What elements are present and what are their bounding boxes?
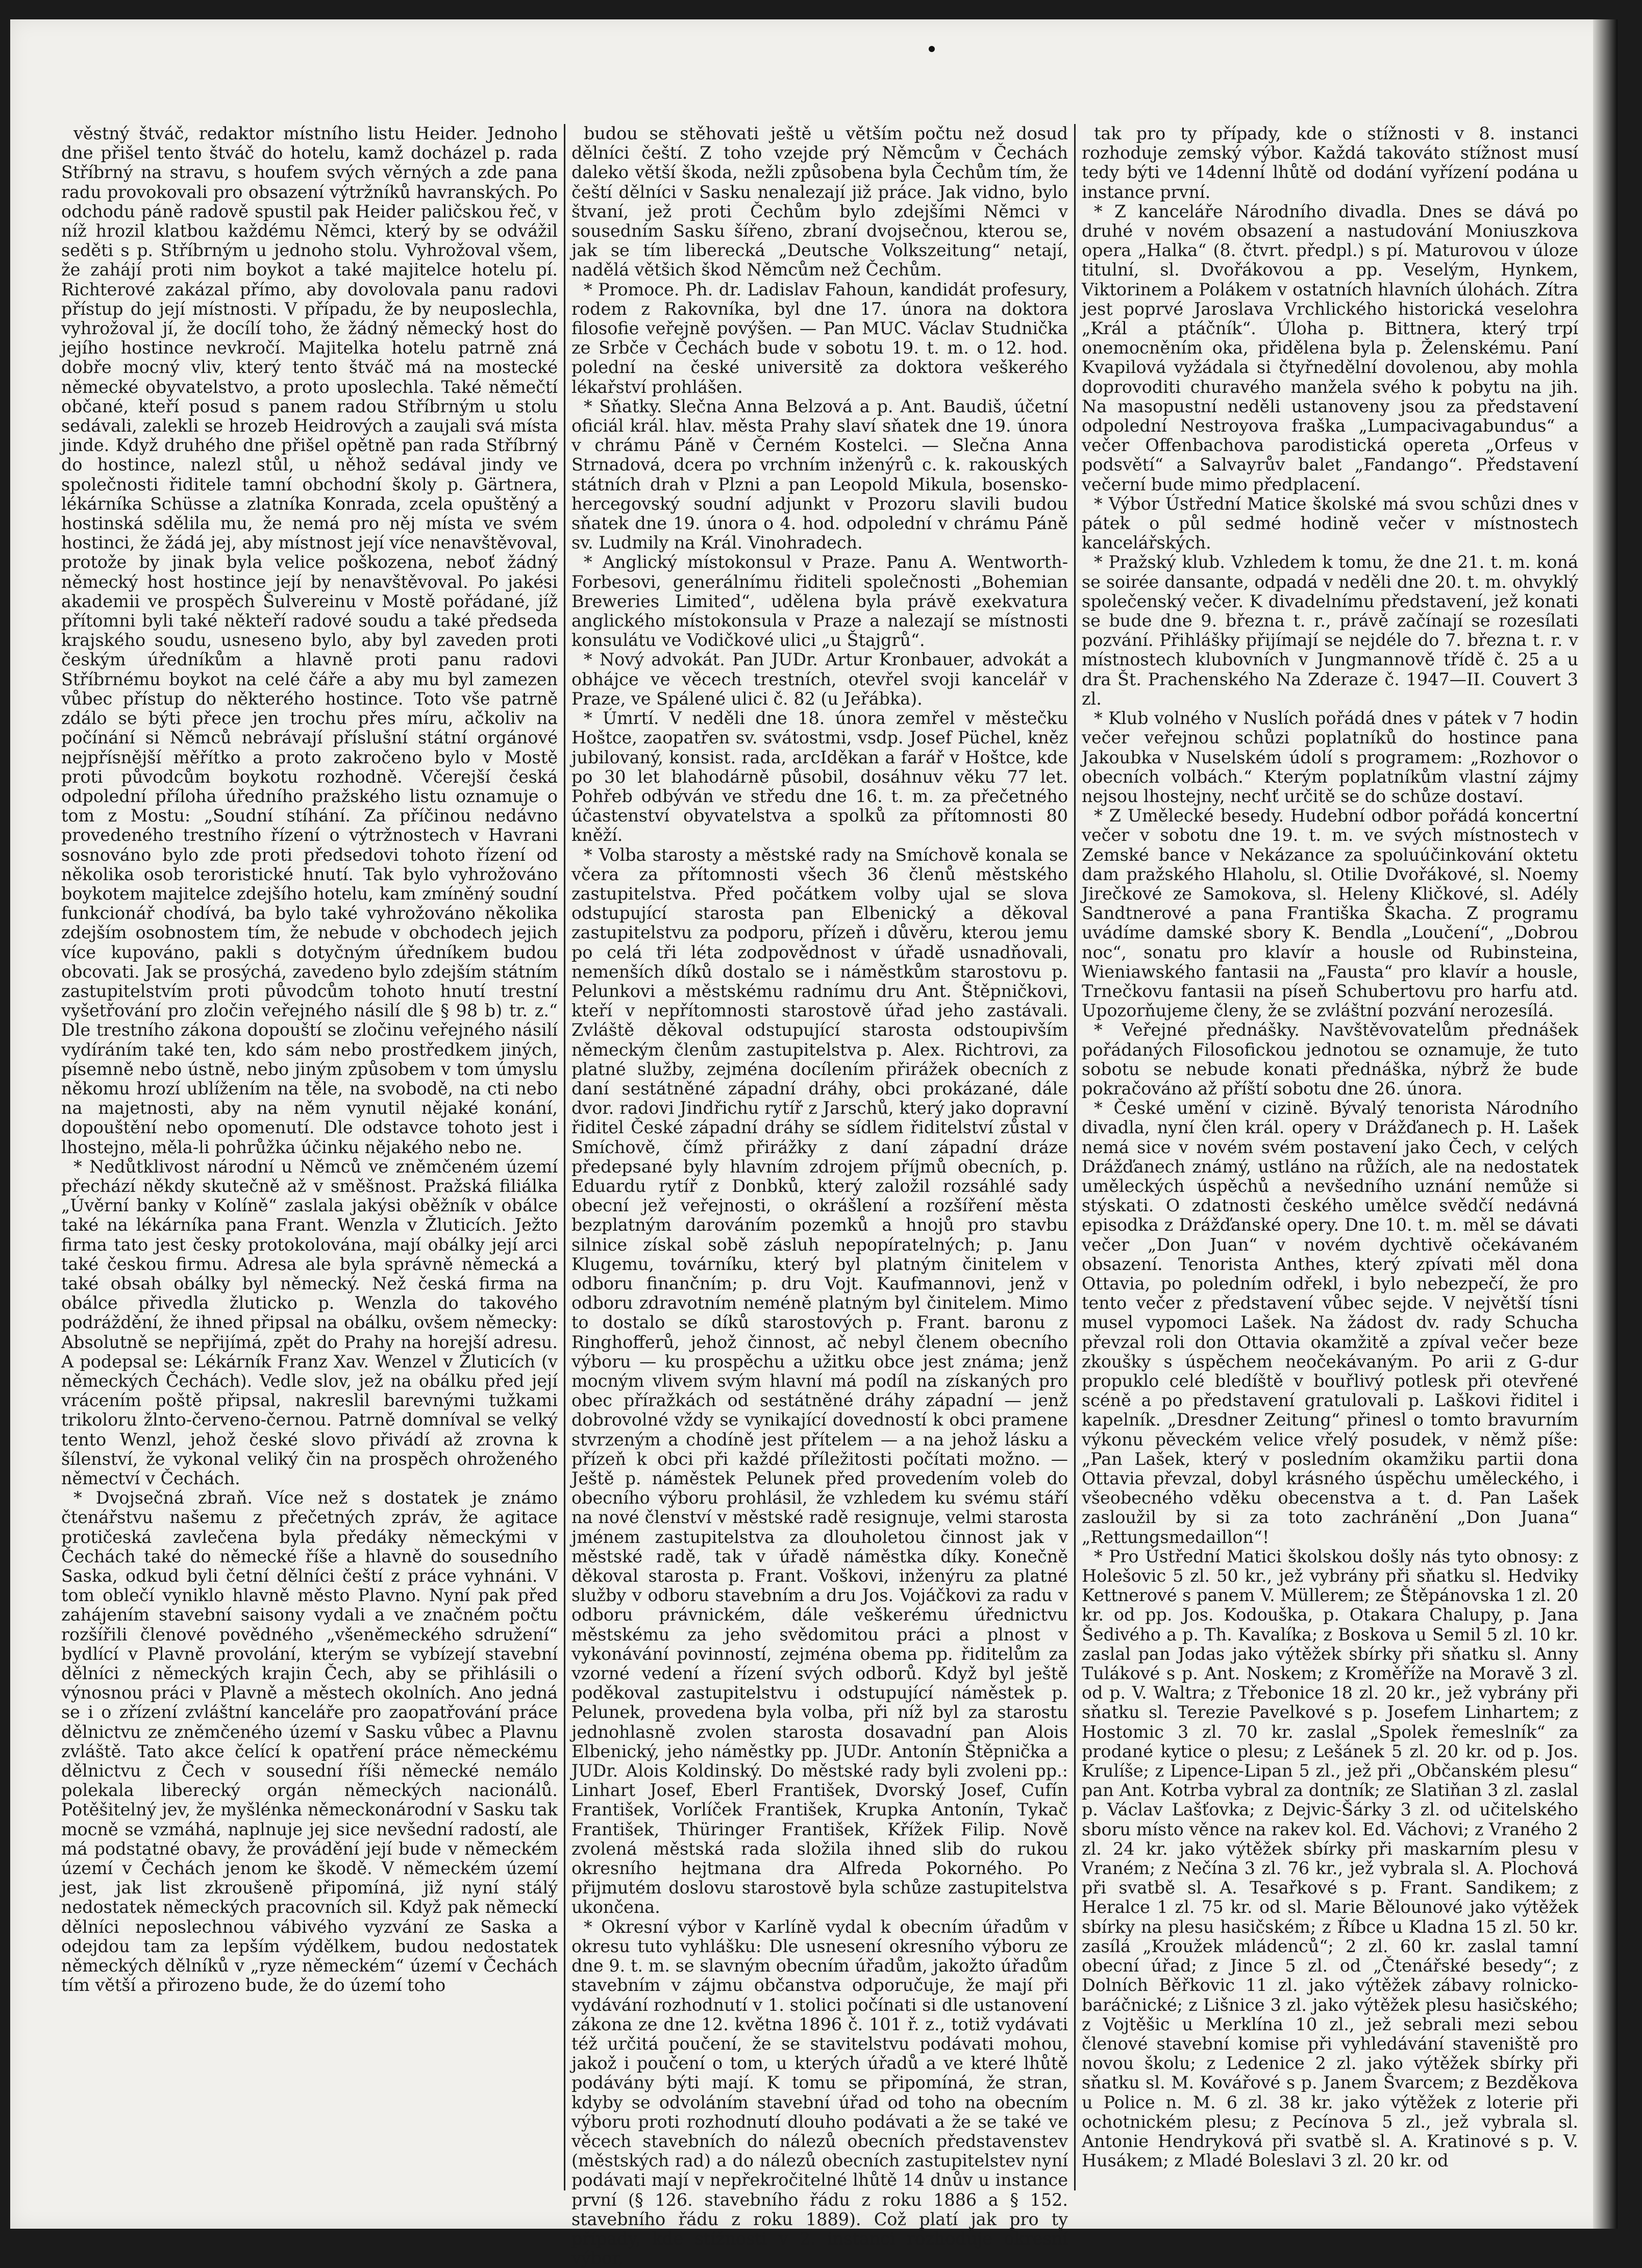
article-paragraph: * Anglický místokonsul v Praze. Panu A. Wentworth-Forbesovi, generálnímu řiditeli společnosti „Bohemian Breweries Limited“, udělena byla právě exekvatura anglického místokonsula v Praze a nalezají se místnosti konsulátu ve Vodičkové ulici „u Štajgrů“. [571, 552, 1068, 651]
column-left [61, 124, 558, 2190]
article-paragraph: * Promoce. Ph. dr. Ladislav Fahoun, kandidát profesury, rodem z Rakovníka, byl dne 17. února na doktora filosofie veřejně povýšen. — Pan MUC. Václav Studnička ze Srbče v Čechách bude v sobotu 19. t. m. o 12. hod. polední na české universitě za doktora veškerého lékařství prohlášen. [571, 279, 1068, 397]
article-paragraph: * Nový advokát. Pan JUDr. Artur Kronbauer, advokát a obhájce ve věcech trestních, otevřel svoji kancelář v Praze, ve Spálené ulici č. 82 (u Jeřábka). [571, 650, 1068, 709]
article-paragraph: * České umění v cizině. Bývalý tenorista Národního divadla, nyní člen král. opery v Drážďanech p. H. Lašek nemá sice v novém svém postavení jako Čech, v celých Drážďanech známý, ustláno na růžích, ale na nedostatek uměleckých úspěchů a nevšedního uznání nemůže si stýskati. O zdatnosti českého umělce svědčí nedávná episodka z Drážďanské opery. Dne 10. t. m. měl se dávati večer „Don Juan“ v novém dychtivě očekávaném obsazení. Tenorista Anthes, který zpívati měl dona Ottavia, po poledním odřekl, i bylo nebezpečí, že pro tento večer z představení vůbec sejde. V největší tísni musel vypomoci Lašek. Na žádost dv. rady Schucha převzal roli don Ottavia okamžitě a zpíval večer beze zkoušky s úspěchem neočekávaným. Po arii z G-dur propuklo celé bledíště v bouřlivý potlesk při otevřené scéně a po představení gratulovali p. Laškovi řiditel i kapelník. „Dresdner Zeitung“ přinesl o tomto bravurním výkonu pěveckém velice vřelý posudek, v němž píše: „Pan Lašek, který v posledním okamžiku partii dona Ottavia převzal, dobyl krásného úspěchu uměleckého, i všeobecného vděku obecenstva a t. d. Pan Lašek zasloužil by si za toto zachránění „Don Juana“ „Rettungsmedaillon“! [1082, 1098, 1578, 1547]
article-paragraph: * Z kanceláře Národního divadla. Dnes se dává po druhé v novém obsazení a nastudování Moniuszkova opera „Halka“ (8. čtvrt. předpl.) s pí. Maturovou v úloze titulní, sl. Dvořákovou a pp. Veselým, Hynkem, Viktorinem a Polákem v ostatních hlavních úlohách. Zítra jest poprvé Jaroslava Vrchlického historická veselohra „Král a ptáčník“. Úloha p. Bittnera, který trpí onemocněním oka, přidělena byla p. Želenskému. Paní Kvapilová vyžádala si čtyřnedělní dovolenou, aby mohla doprovoditi churavého manžela svého k pobytu na jih. Na masopustní neděli ustanoveny jsou za představení odpolední Nestroyova fraška „Lumpacivagabundus“ a večer Offenbachova parodistická opereta „Orfeus v podsvětí“ a Salvayrův balet „Fandango“. Představení večerní bude mimo předplacení. [1082, 201, 1578, 494]
article-paragraph: * Pro Ústřední Matici školskou došly nás tyto obnosy: z Holešovic 5 zl. 50 kr., jež vybrány při sňatku sl. Hedviky Kettnerové s panem V. Müllerem; ze Štěpánovska 1 zl. 20 kr. od pp. Jos. Kodouška, p. Otakara Chalupy, p. Jana Šedivého a p. Th. Kavalíka; z Boskova u Semil 5 zl. 10 kr. zaslal pan Jodas jako výtěžek sbírky při sňatku sl. Anny Tulákové s p. Ant. Noskem; z Kroměříže na Moravě 3 zl. od p. V. Waltra; z Třebonice 18 zl. 20 kr., jež vybrány při sňatku sl. Terezie Pavelkové s p. Josefem Linhartem; z Hostomic 3 zl. 70 kr. zaslal „Spolek řemeslník“ za prodané kytice o plesu; z Lešánek 5 zl. 20 kr. od p. Jos. Krulíše; z Lipence-Lipan 5 zl., jež při „Občanském plesu“ pan Ant. Kotrba vybral za dontník; ze Slatiňan 3 zl. zaslal p. Václav Lašťovka; z Dejvic-Šárky 3 zl. od učitelského sboru místo věnce na rakev kol. Ed. Váchovi; z Vraného 2 zl. 24 kr. jako výtěžek sbírky při maskarním plesu v Vraném; z Nečína 3 zl. 76 kr., jež vybrala sl. A. Plochová při svatbě sl. A. Tesařkové s p. Frant. Sandikem; z Heralce 1 zl. 75 kr. od sl. Marie Bělounové jako výtěžek sbírky na plesu hasičském; z Říbce u Kladna 15 zl. 50 kr. zasílá „Kroužek mládenců“; 2 zl. 60 kr. zaslal tamní obecní úřad; z Jince 5 zl. od „Čtenářské besedy“; z Dolních Běřkovic 11 zl. jako výtěžek zábavy rolnicko-baráčnické; z Lišnice 3 zl. jako výtěžek plesu hasičského; z Vojtěšic u Merklína 10 zl., jež sebrali mezi sebou členové stavební komise při vyhledávání staveniště pro novou školu; z Ledenice 2 zl. jako výtěžek sbírky při sňatku sl. M. Kovářové s p. Janem Švarcem; z Bezděkova u Police n. M. 6 zl. 38 kr. jako výtěžek z loterie při ochotnickém plesu; z Pecínova 5 zl., jež vybrala sl. Antonie Hendryková při svatbě sl. A. Kratinové s p. V. Husákem; z Mladé Boleslavi 3 zl. 20 kr. od [1082, 1546, 1578, 2171]
article-paragraph: * Pražský klub. Vzhledem k tomu, že dne 21. t. m. koná se soirée dansante, odpadá v neděli dne 20. t. m. ohvyklý společenský večer. K divadelnímu představení, jež konati se bude dne 9. března t. r., právě začínají se rozesílati pozvání. Přihlášky přijímají se nejdéle do 7. března t. r. v místnostech klubovních v Jungmannově třídě č. 25 a u dra Št. Prachenského Na Zderaze č. 1947—II. Couvert 3 zl. [1082, 552, 1578, 709]
column-right [1082, 124, 1578, 2190]
newspaper-page [10, 19, 1618, 2268]
article-paragraph: tak pro ty případy, kde o stížnosti v 8. instanci rozhoduje zemský výbor. Každá takováto stížnost musí tedy býti ve 14denní lhůtě od dodání vyřízení podána u instance první. [1082, 123, 1578, 202]
article-paragraph: * Volba starosty a městské rady na Smíchově konala se včera za přítomnosti všech 36 členů městského zastupitelstva. Před počátkem volby ujal se slova odstupující starosta pan Elbenický a děkoval zastupitelstvu za podporu, přízeň i důvěru, kterou jemu po celá tři léta zodpovědnost v úřadě usnadňovali, nemenších díků dostalo se i náměstkům starostovu p. Pelunkovi a městskému radnímu dru Ant. Štěpničkovi, kteří v nepřítomnosti starostově úřad jeho zastávali. Zvláště děkoval odstupující starosta odstoupivším německým členům zastupitelstva p. Alex. Richtrovi, za platné služby, zejména docílením přirážek obecních z daní sestátněné západní dráhy, obci prokázané, dále dvor. radovi Jindřichu rytíř z Jarschů, který jako dopravní řiditel České západní dráhy se sídlem řiditelství zůstal v Smíchově, čímž přirážky z daní západní dráze předepsané byly hlavním zdrojem příjmů obecních, p. Eduardu rytíř z Donbků, který založil rozsáhlé sady obecní jež veřejnosti, o okrášlení a rozšíření města bezplatným darováním pozemků a hnojů pro stavbu silnice získal sobě zásluh nepopíratelných; p. Janu Klugemu, továrníku, který byl platným činitelem v odboru finančním; p. dru Vojt. Kaufmannovi, jenž v odboru zdravotním neméně platným byl činitelem. Mimo to dostalo se díků starostových p. Frant. baronu z Ringhofferů, jehož činnost, ač nebyl členem obecního výboru — ku prospěchu a užitku obce jest známa; jenž mocným vlivem svým hlavní má podíl na získaných pro obec příražkách od sestátněné dráhy západní — jenž dobrovolné vždy se vynikající dovedností k obci pramene stvrzeným a chodíně jest přítelem — a na jehož lásku a přízeň k obci při každé příležitosti počítati možno. — Ještě p. náměstek Pelunek před provedením voleb do obecního výboru prohlásil, že vzhledem ku svému stáří na nové členství v městské radě resignuje, velmi starosta jménem zastupitelstva za dlouholetou činnost jak v městské radě, tak v úřadě náměstka díky. Konečně děkoval starosta p. Frant. Voškovi, inženýru za platné služby v odboru stavebním a dru Jos. Vojáčkovi za radu v odboru právnickém, dále veškerému úřednictvu městskému za jeho svědomitou práci a plnost v vykonávání povinností, zejména obema pp. řiditelům za vzorné vedení a řízení svých odborů. Když byl ještě poděkoval zastupitelstvu i odstupující náměstek p. Pelunek, provedena byla volba, při níž byl za starostu jednohlasně zvolen starosta dosavadní pan Alois Elbenický, jeho náměstky pp. JUDr. Antonín Štěpnička a JUDr. Alois Koldinský. Do městské rady byli zvoleni pp.: Linhart Josef, Eberl František, Dvorský Josef, Cufín František, Vorlíček František, Krupka Antonín, Tykač František, Thüringer František, Křížek Filip. Nově zvolená městská rada složila ihned slib do rukou okresního hejtmana dra Alfreda Pokorného. Po přijmutém doslovu starostově byla schůze zastupitelstva ukončena. [571, 844, 1068, 1917]
article-paragraph: věstný štváč, redaktor místního listu Heider. Jednoho dne přišel tento štváč do hotelu, kamž docházel p. rada Stříbrný na stravu, s houfem svých věrných a zde pana radu provokovali pro obsazení výtržníků havranských. Po odchodu páně radově spustil pak Heider paličskou řeč, v níž hrozil klatbou každému Němci, který by se odvážil seděti s p. Stříbrným u jednoho stolu. Vyhrožoval všem, že zahájí proti nim boykot a také majitelce hotelu pí. Richterové zakázal přímo, aby dovolovala panu radovi přístup do její místnosti. V případu, že by neuposlechla, vyhrožoval jí, že docílí toho, že žádný německý host do jejího hostince nevkročí. Majitelka hotelu patrně zná dobře mocný vliv, který tento štváč má na mostecké německé obyvatelstvo, a proto uposlechla. Také němečtí občané, kteří posud s panem radou Stříbrným u stolu sedávali, zalekli se hrozeb Heidrových a zaujali svá místa jinde. Když druhého dne přišel opětně pan rada Stříbrný do hostince, nalezl stůl, u něhož sedával jindy ve společnosti řiditele tamní obchodní školy p. Gärtnera, lékárníka Schüsse a zlatníka Konrada, zcela opuštěný a hostinská sdělila mu, že nemá pro něj místa ve svém hostinci, že žádá jej, aby místnost její více nenavštěvoval, protože by jinak byla velice poškozena, neboť žádný německý host hostince její by nenavštěvoval. Po jakési akademii ve prospěch Šulvereinu v Mostě pořádané, jíž přítomni byli také někteří radové soudu a také předseda krajského soudu, usneseno bylo, aby byl zaveden proti českým úředníkům a hlavně proti panu radovi Stříbrnému boykot na celé čáře a aby mu byl zamezen vůbec přístup do některého hostince. Toto vše patrně zdálo se býti přece jen trochu přes míru, ačkoliv na počínání si Němců nebrávají příslušní státní orgánové nejpřísnější měřítko a proto zakročeno bylo v Mostě proti původcům boykotu rozhodně. Včerejší česká odpolední příloha úředního pražského listu oznamuje o tom z Mostu: „Soudní stíhání. Za příčinou nedávno provedeného trestního řízení o výtržnostech v Havrani sosnováno bylo zde proti předsedovi tohoto řízení od několika osob teroristické hnutí. Tak bylo vyhrožováno boykotem majitelce zdejšího hotelu, kam zmíněný soudní funkcionář chodívá, ba bylo také vyhrožováno několika zdejším osobnostem tím, že nebude v obchodech jejich více kupováno, pakli s dotyčným úředníkem budou obcovati. Jak se prosýchá, zavedeno bylo zdejším státním zastupitelstvím proti původcům tohoto hnutí trestní vyšetřování pro zločin veřejného násilí dle § 98 b) tr. z.“ Dle trestního zákona dopouští se zločinu veřejného násilí vydíráním také ten, kdo sám nebo prostředkem jiných, písemně nebo ústně, nebo jiným způsobem v tom úmyslu někomu hrozí ublížením na těle, na svobodě, na cti nebo na majetnosti, aby na něm vynutil nějaké konání, dopouštění nebo opomenutí. Dle odstavce tohoto jest i lhostejno, měla-li pohrůžka účinku nějakého nebo ne. [61, 123, 558, 1157]
article-paragraph: * Výbor Ústřední Matice školské má svou schůzi dnes v pátek o půl sedmé hodině večer v místnostech kancelářských. [1082, 493, 1578, 553]
article-paragraph: * Úmrtí. V neděli dne 18. února zemřel v městečku Hoštce, zaopatřen sv. svátostmi, vsdp. Josef Püchel, kněz jubilovaný, konsist. rada, arcIděkan a farář v Hoštce, kde po 30 let blahodárně působil, dosáhnuv věku 77 let. Pohřeb odbýván ve středu dne 16. t. m. za přečetného účastenství obyvatelstva a spolků za přítomnosti 80 kněží. [571, 708, 1068, 845]
ink-speck [929, 46, 935, 52]
column-rule [564, 124, 565, 2190]
article-columns [61, 123, 1582, 2268]
article-paragraph: * Nedůtklivost národní u Němců ve zněmčeném území přechází někdy skutečně až v směšnost. Pražská filiálka „Úvěrní banky v Kolíně“ zaslala jakýsi oběžník v obálce také na lékárníka pana Frant. Wenzla v Žluticích. Ježto firma tato jest česky protokolována, mají obálky její arci také českou firmu. Adresa ale byla správně německá a také obsah obálky byl německý. Než česká firma na obálce přivedla žluticko p. Wenzla do takového podráždění, že ihned připsal na obálku, ovšem německy: Absolutně se nepřijímá, zpět do Prahy na horejší adresu. A podepsal se: Lékárník Franz Xav. Wenzel v Žluticích (v německých Čechách). Vedle slov, jež na obálku před její vrácením poště připsal, nakreslil barevnými tužkami trikoloru žlnto-červeno-černou. Patrně domníval se velký tento Wenzl, jehož české slovo přivádí až zrovna k šílenství, že vykonal veliký čin na prospěch ohroženého němectví v Čechách. [61, 1156, 558, 1489]
article-paragraph: * Klub volného v Nuslích pořádá dnes v pátek v 7 hodin večer veřejnou schůzi poplatníků do hostince pana Jakoubka v Nuselském údolí s programem: „Rozhovor o obecních volbách.“ Kterým poplatníkům vlastní zájmy nejsou lhostejny, nechť určitě se do schůze dostaví. [1082, 708, 1578, 806]
article-paragraph: * Z Umělecké besedy. Hudební odbor pořádá koncertní večer v sobotu dne 19. t. m. ve svých místnostech v Zemské bance v Nekázance za spoluúčinkování oktetu dam pražského Hlaholu, sl. Otilie Dvořákové, sl. Noemy Jirečkové ze Samokova, sl. Heleny Kličkové, sl. Adély Sandtnerové a pana Františka Škacha. Z programu uvádíme damské sbory K. Bendla „Loučení“, „Dobrou noc“, sonatu pro klavír a housle od Rubinsteina, Wieniawského fantasii na „Fausta“ pro klavír a housle, Trnečkovu fantasii na píseň Schubertovu pro harfu atd. Upozorňujeme členy, že se zvláštní pozvání nerozesílá. [1082, 806, 1578, 1021]
article-paragraph: * Okresní výbor v Karlíně vydal k obecním úřadům v okresu tuto vyhlášku: Dle usnesení okresního výboru ze dne 9. t. m. se slavným obecním úřadům, jakožto úřadům stavebním v zájmu občanstva odporučuje, že mají při vydávání rozhodnutí v 1. stolici počínati si dle ustanovení zákona ze dne 12. května 1896 č. 101 ř. z., totiž vydávati též určitá poučení, že se stavitelstvu podávati mohou, jakož i poučení o tom, u kterých úřadů a ve které lhůtě podávány býti mají. K tomu se připomíná, že stran, kdyby se odvoláním stavební úřad od toho na obecním výboru proti rozhodnutí dlouho podávati a že se také ve věcech stavebních do nálezů obecních představenstev (městských rad) a do nálezů obecních zastupitelstev nyní podávati mají v nepřekročitelné lhůtě 14 dnův u instance první (§ 126. stavebního řádu z roku 1886 a § 152. stavebního řádu z roku 1889). Což platí jak pro ty případy, kde stížnosti v 2. instanci rozhoduje okresní výbor, [571, 1916, 1068, 2268]
article-paragraph: * Veřejné přednášky. Navštěvovatelům přednášek pořádaných Filosofickou jednotou se oznamuje, že tuto sobotu se nebude konati přednáška, nýbrž že bude pokračováno až příští sobotu dne 26. února. [1082, 1020, 1578, 1099]
column-middle [571, 123, 1068, 2268]
article-paragraph: budou se stěhovati ještě u větším počtu než dosud dělníci čeští. Z toho vzejde prý Němcům v Čechách daleko větší škoda, nežli způsobena byla Čechům tím, že čeští dělníci v Sasku nenalezají již práce. Jak vidno, bylo štvaní, jež proti Čechům bylo zdejšími Němci v sousedním Sasku šířeno, zbraní dvojsečnou, kterou se, jak se tím liberecká „Deutsche Volkszeitung“ netají, nadělá většich škod Němcům než Čechům. [571, 123, 1068, 280]
article-paragraph: * Sňatky. Slečna Anna Belzová a p. Ant. Baudiš, účetní oficiál král. hlav. města Prahy slaví sňatek dne 19. února v chrámu Páně v Černém Kostelci. — Slečna Anna Strnadová, dcera po vrchním inženýrů c. k. rakouských státních drah v Plzni a pan Leopold Mikula, bosensko-hercegovský soudní adjunkt v Prozoru slavili budou sňatek dne 19. února o 4. hod. odpolední v chrámu Páně sv. Ludmily na Král. Vinohradech. [571, 396, 1068, 553]
article-paragraph: * Dvojsečná zbraň. Více než s dostatek je známo čtenářstvu našemu z přečetných zpráv, že agitace protičeská zavlečena byla předáky německými v Čechách také do německé říše a hlavně do sousedního Saska, odkud byli četní dělníci čeští z práce vyhnáni. V tom oblečí vyniklo hlavně město Plavno. Nyní pak před zahájením stavební saisony vydali a ve značném počtu rozšířili členové povědného „všeněmeckého sdružení“ bydlící v Plavně provolání, kterým se vybízejí stavební dělníci z německých krajin Čech, aby se přihlásili o výnosnou práci v Plavně a městech okolních. Ano jedná se i o zřízení zvláštní kanceláře pro zaopatřování práce dělnictvu ze zněmčeného území v Sasku vůbec a Plavnu zvláště. Tato akce čelící k opatření práce německému dělnictvu z Čech v sousední říši německé nemálo polekala liberecký orgán německých nacionálů. Potěšitelný jev, že myšlénka německonárodní v Sasku tak mocně se vzmáhá, naplnuje jej sice nevšední radostí, ale má podstatné obavy, že provádění její bude v německém území v Čechách jenom ke škodě. V německém území jest, jak list zkroušeně připomíná, již nyní stálý nedostatek německých pracovních sil. Když pak německí dělníci neposlechnou vábivého vyzvání ze Saska a odejdou tam za lepším výdělkem, budou nedostatek německých dělníků v „ryze německém“ území v Čechách tím větší a přirozeno bude, že do území toho [61, 1488, 558, 1996]
page-fold-shadow [1593, 19, 1618, 2229]
column-rule [1074, 124, 1076, 2190]
